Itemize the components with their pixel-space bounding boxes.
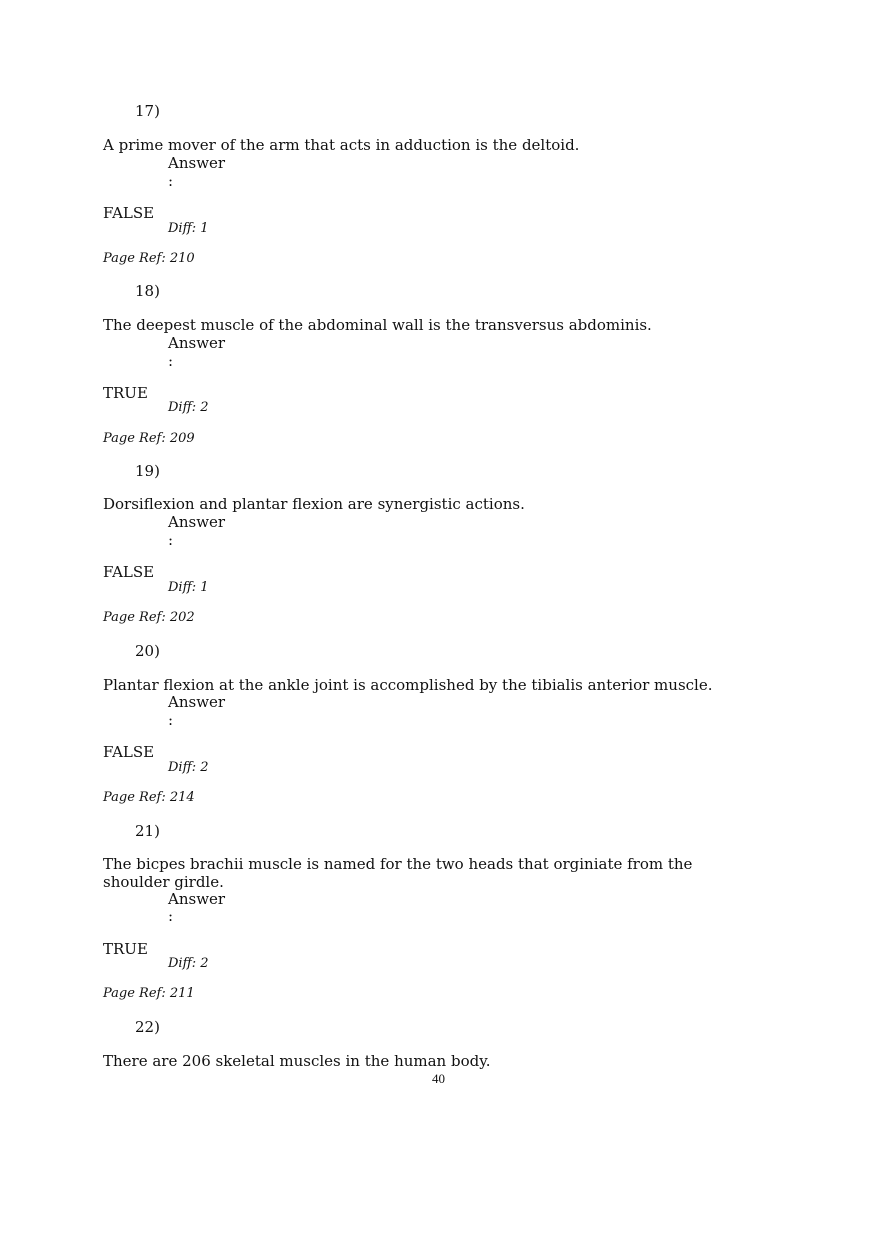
question-number: 18) [135, 282, 160, 300]
question-text: The deepest muscle of the abdominal wall is the transversus abdominis. [103, 316, 652, 334]
difficulty: Diff: 1 [168, 221, 209, 236]
page-reference: Page Ref: 209 [103, 431, 195, 446]
difficulty: Diff: 2 [168, 956, 209, 971]
page-number: 40 [432, 1071, 445, 1086]
question-text: Plantar flexion at the ankle joint is accomplished by the tibialis anterior muscle. [103, 676, 713, 694]
answer-colon: : [168, 352, 174, 370]
question-text: The bicpes brachii muscle is named for the two heads that orginiate from the shoulder girdle. [103, 855, 693, 891]
answer-label: Answer [168, 693, 226, 711]
question-number: 22) [135, 1018, 160, 1036]
answer-value: FALSE [103, 563, 155, 581]
difficulty: Diff: 2 [168, 760, 209, 775]
page-reference: Page Ref: 202 [103, 610, 195, 625]
question-number: 20) [135, 642, 160, 660]
page-reference: Page Ref: 211 [103, 986, 195, 1001]
answer-colon: : [168, 907, 174, 925]
page-reference: Page Ref: 210 [103, 251, 195, 266]
question-text: There are 206 skeletal muscles in the human body. [103, 1052, 491, 1070]
answer-colon: : [168, 531, 174, 549]
question-number: 21) [135, 822, 160, 840]
answer-value: FALSE [103, 204, 155, 222]
difficulty: Diff: 2 [168, 400, 209, 415]
question-text: A prime mover of the arm that acts in adduction is the deltoid. [103, 136, 580, 154]
difficulty: Diff: 1 [168, 580, 209, 595]
answer-value: TRUE [103, 940, 148, 958]
question-text: Dorsiflexion and plantar flexion are synergistic actions. [103, 495, 525, 513]
answer-colon: : [168, 172, 174, 190]
answer-colon: : [168, 711, 174, 729]
page-reference: Page Ref: 214 [103, 790, 195, 805]
answer-label: Answer [168, 334, 226, 352]
answer-label: Answer [168, 154, 226, 172]
answer-value: FALSE [103, 743, 155, 761]
answer-label: Answer [168, 890, 226, 908]
answer-value: TRUE [103, 384, 148, 402]
answer-label: Answer [168, 513, 226, 531]
question-number: 17) [135, 102, 160, 120]
question-number: 19) [135, 462, 160, 480]
